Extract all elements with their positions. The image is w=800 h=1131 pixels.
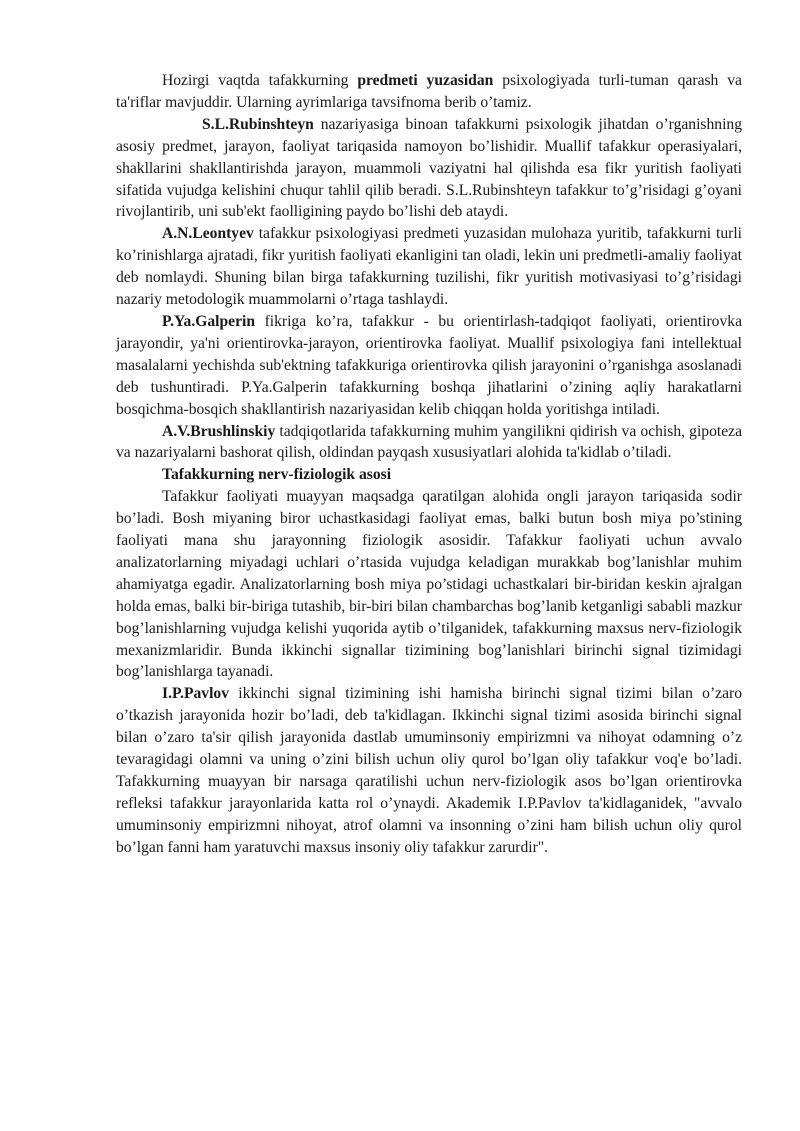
- intro-text-end: psixologiyada turli-tuman qarash va ta'riflar mavjuddir. Ularning ayrimlariga tavsifnoma berib o’tamiz.: [116, 72, 742, 111]
- paragraph-leontyev: [116, 223, 742, 311]
- author-pavlov: I.P.Pavlov: [162, 685, 230, 703]
- author-brushlinskiy: A.V.Brushlinskiy: [162, 422, 276, 440]
- section-heading: Tafakkurning nerv-fiziologik asosi: [162, 466, 392, 484]
- leontyev-text: tafakkur psixologiyasi predmeti yuzasidan mulohaza yuritib, tafakkurni turli ko’rinishlarga ajratadi, fikr yuritish faoliyati ekanligini tan oladi, lekin uni predmetli-amaliy faoliyat deb nomlaydi. Shuning bilan birga tafakkurning tuzilishi, fikr yuritish motivasiyasi to’g’risidagi nazariy metodologik muammolarni o’rtaga tashlaydi.: [116, 225, 742, 309]
- paragraph-galperin: [116, 311, 742, 421]
- brushlinskiy-text: tadqiqotlarida tafakkurning muhim yangilikni qidirish va ochish, gipoteza va nazariyalarni bashorat qilish, oldindan payqash xususiyatlari alohida ta'kidlab o’tiladi.: [116, 422, 742, 462]
- pavlov-text: ikkinchi signal tizimining ishi hamisha birinchi signal tizimi bilan o’zaro o’tkazish jarayonida hozir bo’ladi, deb ta'kidlagan. Ikkinchi signal tizimi asosida birinchi signal bilan o’zaro ta'sir qilish jarayonida dastlab umuminsoniy empirizmni va nihoyat odamning o’z tevaragidagi olamni va uning o’zini bilish uchun oliy qurol bo’lgan oliy tafakkur voq'e bo’ladi. Tafakkurning muayyan bir narsaga qaratilishi uchun nerv-fiziologik asos bo’lgan orientirovka refleksi tafakkur jarayonlarida katta rol o’ynaydi. Akademik I.P.Pavlov ta'kidlaganidek, "avvalo umuminsoniy empirizmni nihoyat, atrof olamni va insonning o’zini ham bilish uchun oliy qurol bo’lgan fanni ham yaratuvchi maxsus insoniy oliy tafakkur zarurdir".: [116, 685, 742, 856]
- rubinshteyn-text: nazariyasiga binoan tafakkurni psixologik jihatdan o’rganishning asosiy predmet, jarayon, faoliyat tariqasida namoyon bo’lishidir. Muallif tafakkur operasiyalari, shakllarini shakllantirishda jarayon, muammoli vaziyatni hal qilishda esa fikr yuritish faoliyati sifatida vujudga kelishini chuqur tahlil qilib beradi. S.L.Rubinshteyn tafakkur to’g’risidagi g’oyani rivojlantirib, uni sub'ekt faolligining paydo bo’lishi deb ataydi.: [116, 115, 742, 221]
- paragraph-brushlinskiy: [116, 421, 742, 465]
- paragraph-pavlov: [116, 683, 742, 858]
- paragraph-intro: [116, 70, 742, 114]
- galperin-text: fikriga ko’ra, tafakkur - bu orientirlash-tadqiqot faoliyati, orientirovka jarayondir, ya'ni orientirovka-jarayon, orientirovka faoliyat. Muallif psixologiya fani intellektual masalalarni yechishda sub'ektning tafakkuriga orientirovka qilish jarayonini o’rganishga asoslanadi deb tushuntiradi. P.Ya.Galperin tafakkurning boshqa jihatlarini o’zining aqliy harakatlarni bosqichma-bosqich shakllantirish nazariyasidan kelib chiqqan holda yoritishga intiladi.: [116, 312, 742, 418]
- paragraph-rubinshteyn: [116, 114, 742, 224]
- document-page: [116, 70, 742, 859]
- author-rubinshteyn: S.L.Rubinshteyn: [202, 115, 314, 133]
- author-leontyev: A.N.Leontyev: [162, 225, 254, 243]
- intro-text-start: Hozirgi vaqtda tafakkurning: [162, 72, 358, 89]
- paragraph-physiology: Tafakkur faoliyati muayyan maqsadga qaratilgan alohida ongli jarayon tariqasida sodir bo’ladi. Bosh miyaning biror uchastkasidagi faoliyat emas, balki butun bosh miya po’stining faoliyati mana shu jarayonning fiziologik asosidir. Tafakkur faoliyati uchun avvalo analizatorlarning miyadagi uchlari o’rtasida vujudga keladigan murakkab bog’lanishlar muhim ahamiyatga egadir. Analizatorlarning bosh miya po’stidagi uchastkalari bir-biridan keskin ajralgan holda emas, balki bir-biriga tutashib, bir-biri bilan chambarchas bog’lanib ketganligi sababli mazkur bog’lanishlarning vujudga kelishi yuqorida aytib o’tilganidek, tafakkurning maxsus nerv-fiziologik mexanizmlaridir. Bunda ikkinchi signallar tizimining bog’lanishlari birinchi signal tizimidagi bog’lanishlarga tayanadi.: [116, 488, 742, 681]
- intro-emphasis: predmeti yuzasidan: [357, 72, 494, 89]
- author-galperin: P.Ya.Galperin: [162, 312, 255, 330]
